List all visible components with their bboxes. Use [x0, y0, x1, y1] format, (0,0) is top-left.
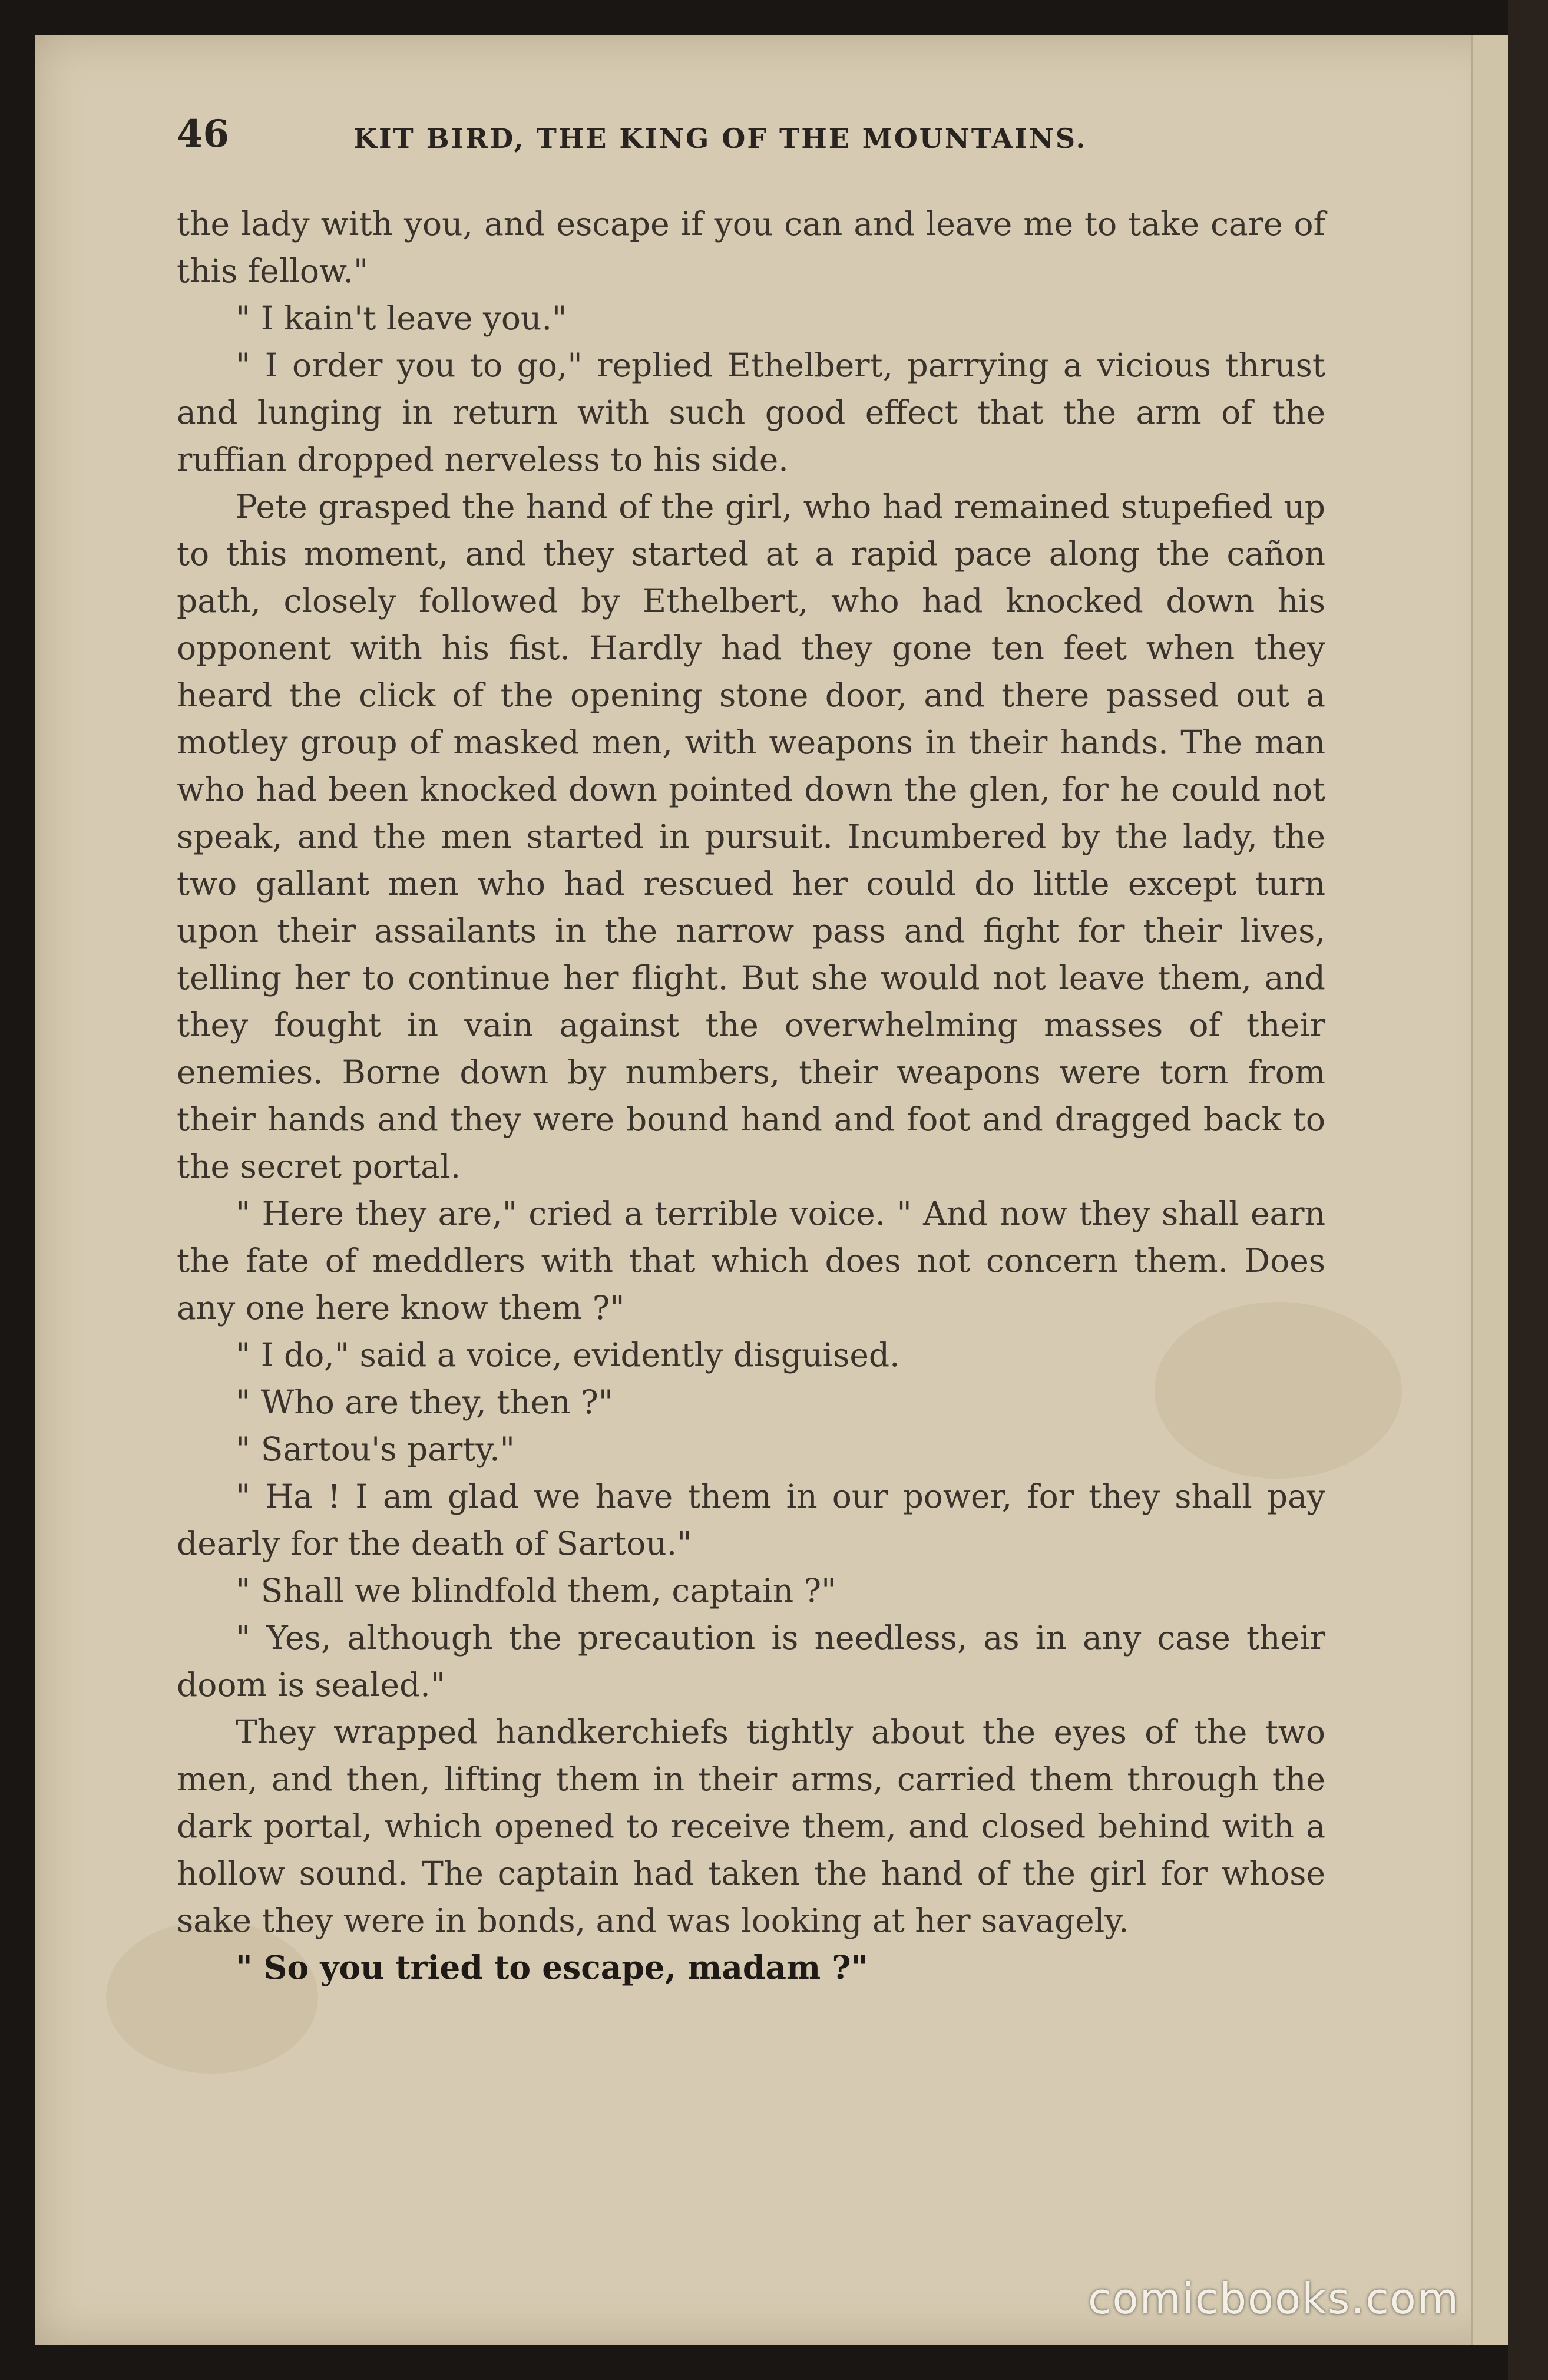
paragraph: They wrapped handkerchiefs tightly about the eyes of the two men, and then, lifting them in their arms, carried them through the dark portal, which opened to receive them, and closed behind with a hollow sound. The captain had taken the hand of the girl for whose sake they were in bonds, and was looking at her savagely.	[177, 1713, 1325, 1939]
paragraph: Pete grasped the hand of the girl, who had remained stupefied up to this moment, and they started at a rapid pace along the cañon path, closely followed by Ethelbert, who had knocked down his opponent with his fist. Hardly had they gone ten feet when they heard the click of the opening stone door, and there passed out a motley group of masked men, with weapons in their hands. The man who had been knocked down pointed down the glen, for he could not speak, and the men started in pursuit. Incumbered by the lady, the two gallant men who had rescued her could do little except turn upon their assailants in the narrow pass and fight for their lives, telling her to continue her flight. But she would not leave them, and they fought in vain against the overwhelming masses of their enemies. Borne down by numbers, their weapons were torn from their hands and they were bound hand and foot and dragged back to the secret portal.	[177, 488, 1325, 1185]
paragraph: " Here they are," cried a terrible voice. " And now they shall earn the fate of meddlers with that which does not concern them. Does any one here know them ?"	[177, 1195, 1325, 1327]
watermark: comicbooks.com	[1087, 2274, 1460, 2323]
paragraph: " Sartou's party."	[236, 1430, 515, 1468]
scan-background-strip	[1508, 0, 1548, 2380]
page-number: 46	[177, 112, 230, 156]
paragraph: " So you tried to escape, madam ?"	[236, 1948, 868, 1986]
paragraph: " Who are they, then ?"	[236, 1383, 614, 1421]
paragraph: " I do," said a voice, evidently disguised.	[236, 1336, 900, 1374]
paragraph: " I kain't leave you."	[236, 299, 567, 337]
body-text	[177, 200, 1325, 1991]
paragraph: " Ha ! I am glad we have them in our power, for they shall pay dearly for the death of Sartou."	[177, 1477, 1325, 1562]
paragraph: " Shall we blindfold them, captain ?"	[236, 1572, 836, 1609]
paragraph: " Yes, although the precaution is needless, as in any case their doom is sealed."	[177, 1619, 1325, 1704]
page-header	[177, 112, 1414, 165]
paragraph: the lady with you, and escape if you can and leave me to take care of this fellow."	[177, 205, 1325, 290]
running-title: KIT BIRD, THE KING OF THE MOUNTAINS.	[353, 123, 1087, 154]
page-edge	[1471, 35, 1508, 2345]
paragraph: " I order you to go," replied Ethelbert, parrying a vicious thrust and lunging in return with such good effect that the arm of the ruffian dropped nerveless to his side.	[177, 346, 1325, 478]
